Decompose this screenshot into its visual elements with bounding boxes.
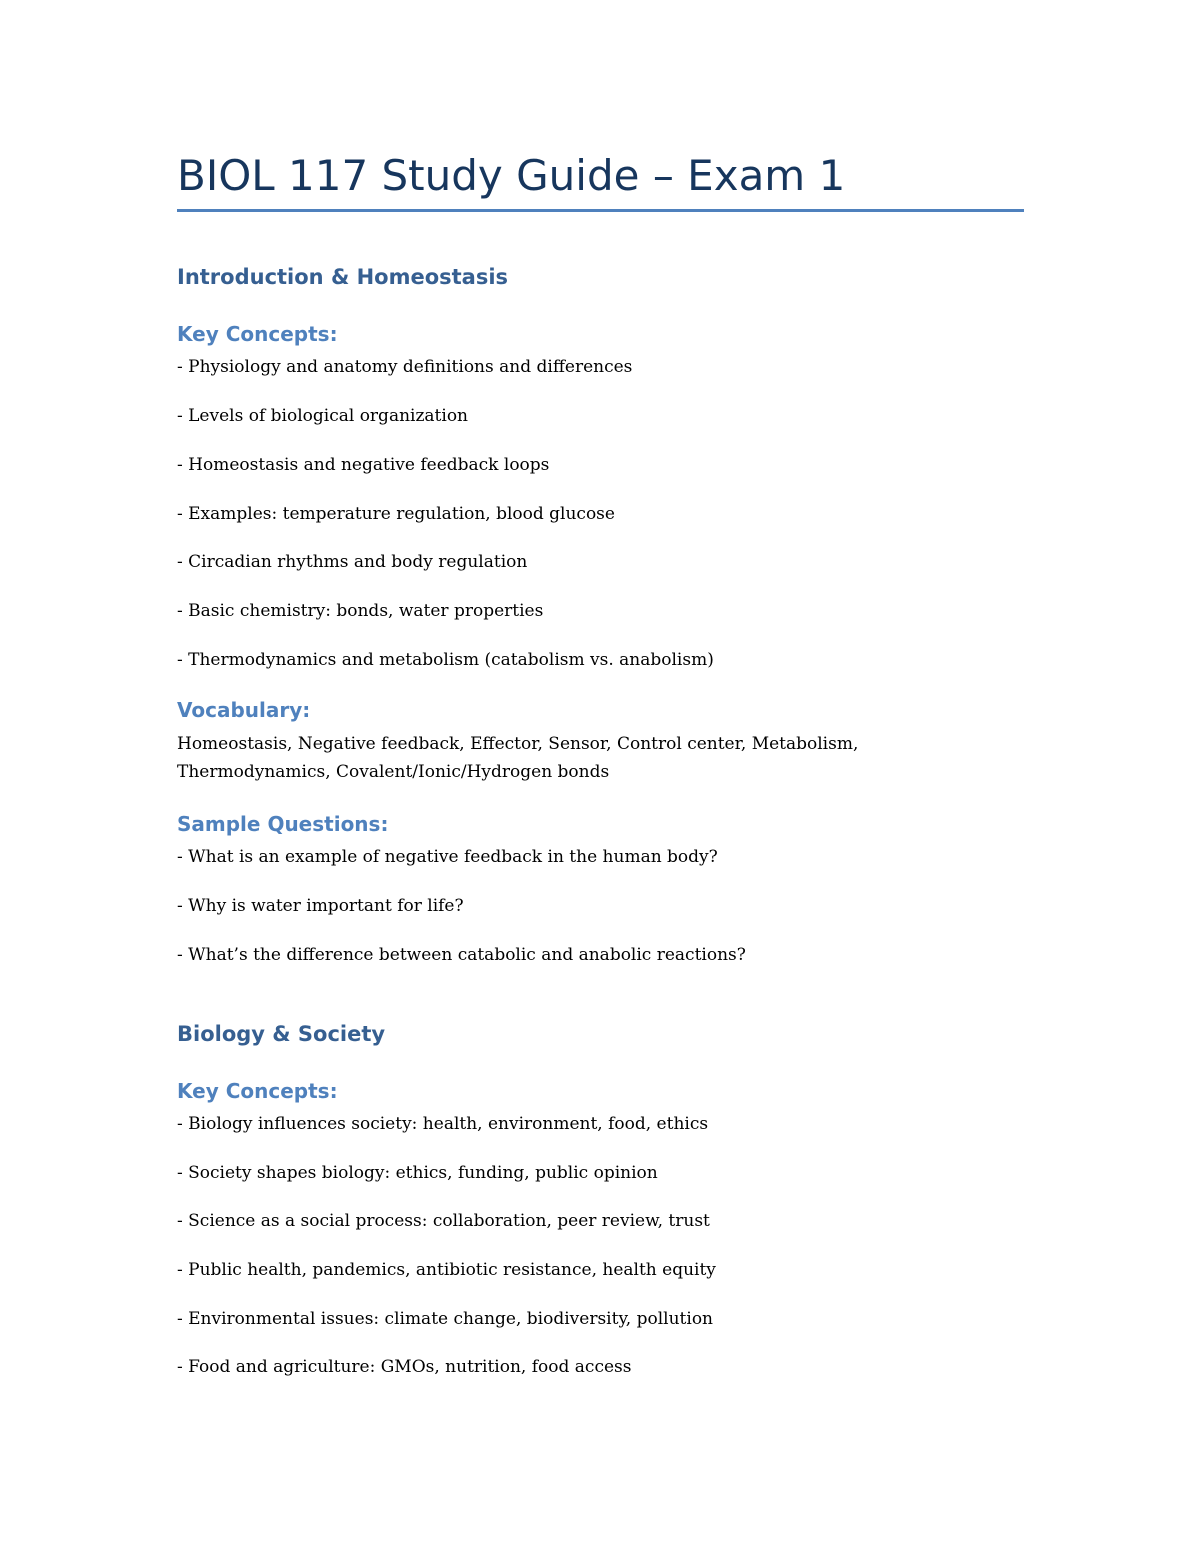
key-concept-item: - Circadian rhythms and body regulation [177, 552, 528, 572]
title-underline [177, 209, 1024, 212]
key-concepts-heading: Key Concepts: [177, 322, 338, 346]
sample-question-item: - What’s the difference between catabolic and anabolic reactions? [177, 945, 746, 965]
section-heading-biology-society: Biology & Society [177, 1022, 386, 1046]
key-concepts-heading: Key Concepts: [177, 1079, 338, 1103]
key-concept-item: - Environmental issues: climate change, biodiversity, pollution [177, 1309, 713, 1329]
key-concept-item: - Physiology and anatomy definitions and differences [177, 357, 633, 377]
key-concept-item: - Levels of biological organization [177, 406, 469, 426]
vocabulary-heading: Vocabulary: [177, 698, 311, 722]
key-concept-item: - Homeostasis and negative feedback loops [177, 455, 550, 475]
key-concept-item: - Food and agriculture: GMOs, nutrition, food access [177, 1357, 632, 1377]
sample-question-item: - What is an example of negative feedback in the human body? [177, 847, 718, 867]
section-heading-introduction-homeostasis: Introduction & Homeostasis [177, 265, 509, 289]
key-concept-item: - Examples: temperature regulation, blood glucose [177, 504, 615, 524]
sample-question-item: - Why is water important for life? [177, 896, 464, 916]
key-concept-item: - Basic chemistry: bonds, water properties [177, 601, 544, 621]
key-concept-item: - Public health, pandemics, antibiotic resistance, health equity [177, 1260, 716, 1280]
page-title: BIOL 117 Study Guide – Exam 1 [177, 151, 846, 200]
key-concept-item: - Society shapes biology: ethics, funding, public opinion [177, 1163, 658, 1183]
key-concept-item: - Biology influences society: health, environment, food, ethics [177, 1114, 709, 1134]
sample-questions-heading: Sample Questions: [177, 812, 389, 836]
key-concept-item: - Thermodynamics and metabolism (catabolism vs. anabolism) [177, 650, 714, 670]
key-concept-item: - Science as a social process: collaboration, peer review, trust [177, 1211, 710, 1231]
vocabulary-list: Homeostasis, Negative feedback, Effector, Sensor, Control center, Metabolism, Thermodynamics, Covalent/Ionic/Hydrogen bonds [177, 734, 859, 782]
